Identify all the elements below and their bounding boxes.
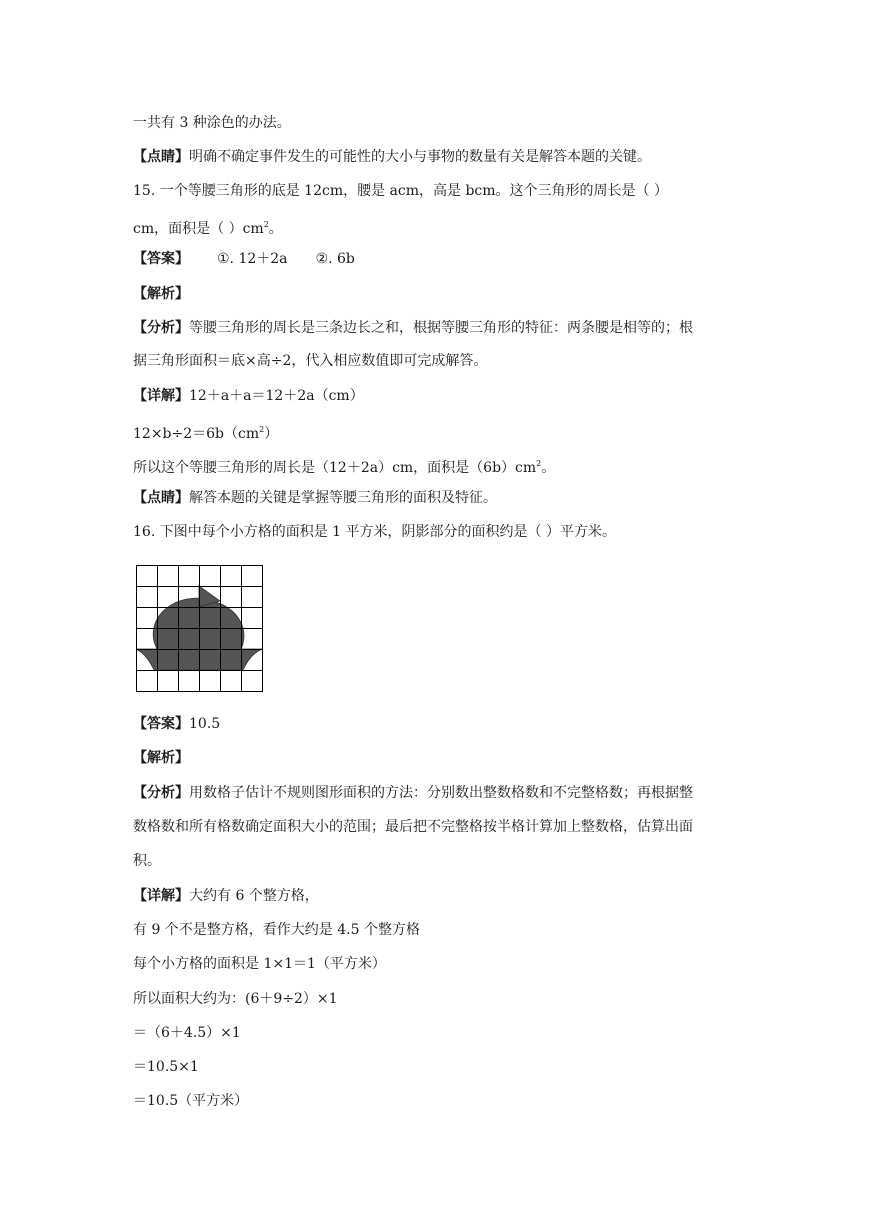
q16-xiangjie-line-5: ＝（6＋4.5）×1: [133, 1025, 241, 1041]
q15-dianjing-line: [133, 488, 497, 508]
q15-jiexi-tag: 【解析】: [133, 286, 189, 302]
dianjing-text: 解答本题的关键是掌握等腰三角形的面积及特征。: [189, 490, 497, 506]
xiangjie-tag: 【详解】: [133, 388, 189, 404]
q16-fenxi-line-1: [133, 783, 693, 803]
q15-answer-line: [133, 249, 355, 269]
xiangjie-text: 12＋a＋a＝12＋2a（cm）: [189, 388, 364, 404]
answer-tag: 【答案】: [133, 251, 189, 267]
q15-fenxi-line-2: 据三角形面积＝底×高÷2，代入相应数值即可完成解答。: [133, 353, 488, 369]
text-line: 一共有 3 种涂色的办法。: [133, 115, 291, 131]
q15-answer-1: ①. 12＋2a: [217, 251, 288, 267]
question-15-line-1: 15. 一个等腰三角形的底是 12cm，腰是 acm，高是 bcm。这个三角形的周长是（ ）: [133, 183, 668, 199]
xiangjie-text: 所以这个等腰三角形的周长是（12＋2a）cm，面积是（6b）cm: [133, 460, 537, 476]
q16-fenxi-line-3: 积。: [133, 853, 161, 869]
xiangjie-tag: 【详解】: [133, 888, 189, 904]
q15-xiangjie-line-1: [133, 386, 364, 406]
xiangjie-end: ）: [264, 426, 279, 442]
q16-answer-line: [133, 714, 220, 734]
q16-xiangjie-line-6: ＝10.5×1: [133, 1059, 199, 1075]
question-16-line-1: 16. 下图中每个小方格的面积是 1 平方米，阴影部分的面积约是（ ）平方米。: [133, 524, 616, 540]
dianjing-text: 明确不确定事件发生的可能性的大小与事物的数量有关是解答本题的关键。: [189, 149, 651, 165]
q16-xiangjie-line-1: [133, 886, 319, 906]
xiangjie-text: 大约有 6 个整方格，: [189, 888, 319, 904]
superscript: 2: [263, 220, 269, 229]
dianjing-tag: 【点睛】: [133, 149, 189, 165]
q15-line2-text: cm，面积是（ ）cm: [133, 221, 264, 237]
q16-xiangjie-line-7: ＝10.5（平方米）: [133, 1093, 249, 1109]
dianjing-tag: 【点睛】: [133, 490, 189, 506]
fenxi-text: 等腰三角形的周长是三条边长之和，根据等腰三角形的特征：两条腰是相等的；根: [189, 320, 693, 336]
q15-xiangjie-line-3: [133, 454, 555, 478]
xiangjie-text: 12×b÷2＝6b（cm: [133, 426, 260, 442]
superscript: 2: [536, 459, 542, 468]
q16-xiangjie-line-4: 所以面积大约为：(6＋9÷2）×1: [133, 991, 338, 1007]
q16-xiangjie-line-3: 每个小方格的面积是 1×1＝1（平方米）: [133, 956, 386, 972]
dianjing-line: [133, 147, 651, 167]
answer-tag: 【答案】: [133, 716, 189, 732]
xiangjie-end: 。: [541, 460, 556, 476]
grid-lines: [136, 565, 263, 692]
question-15-line-2: [133, 215, 283, 239]
q15-answer-2: ②. 6b: [315, 251, 355, 267]
superscript: 2: [259, 425, 265, 434]
q16-answer: 10.5: [189, 716, 221, 732]
q15-line2-end: 。: [268, 221, 283, 237]
q15-xiangjie-line-2: [133, 420, 278, 444]
fenxi-text: 用数格子估计不规则图形面积的方法：分别数出整数格数和不完整格数；再根据整: [189, 785, 693, 801]
q16-fenxi-line-2: 数格数和所有格数确定面积大小的范围；最后把不完整格按半格计算加上整数格，估算出面: [133, 819, 693, 835]
q15-fenxi-line-1: [133, 318, 693, 338]
grid-figure: [136, 565, 266, 695]
q16-xiangjie-line-2: 有 9 个不是整方格，看作大约是 4.5 个整方格: [133, 922, 420, 938]
fenxi-tag: 【分析】: [133, 785, 189, 801]
fenxi-tag: 【分析】: [133, 320, 189, 336]
q16-jiexi-tag: 【解析】: [133, 750, 189, 766]
